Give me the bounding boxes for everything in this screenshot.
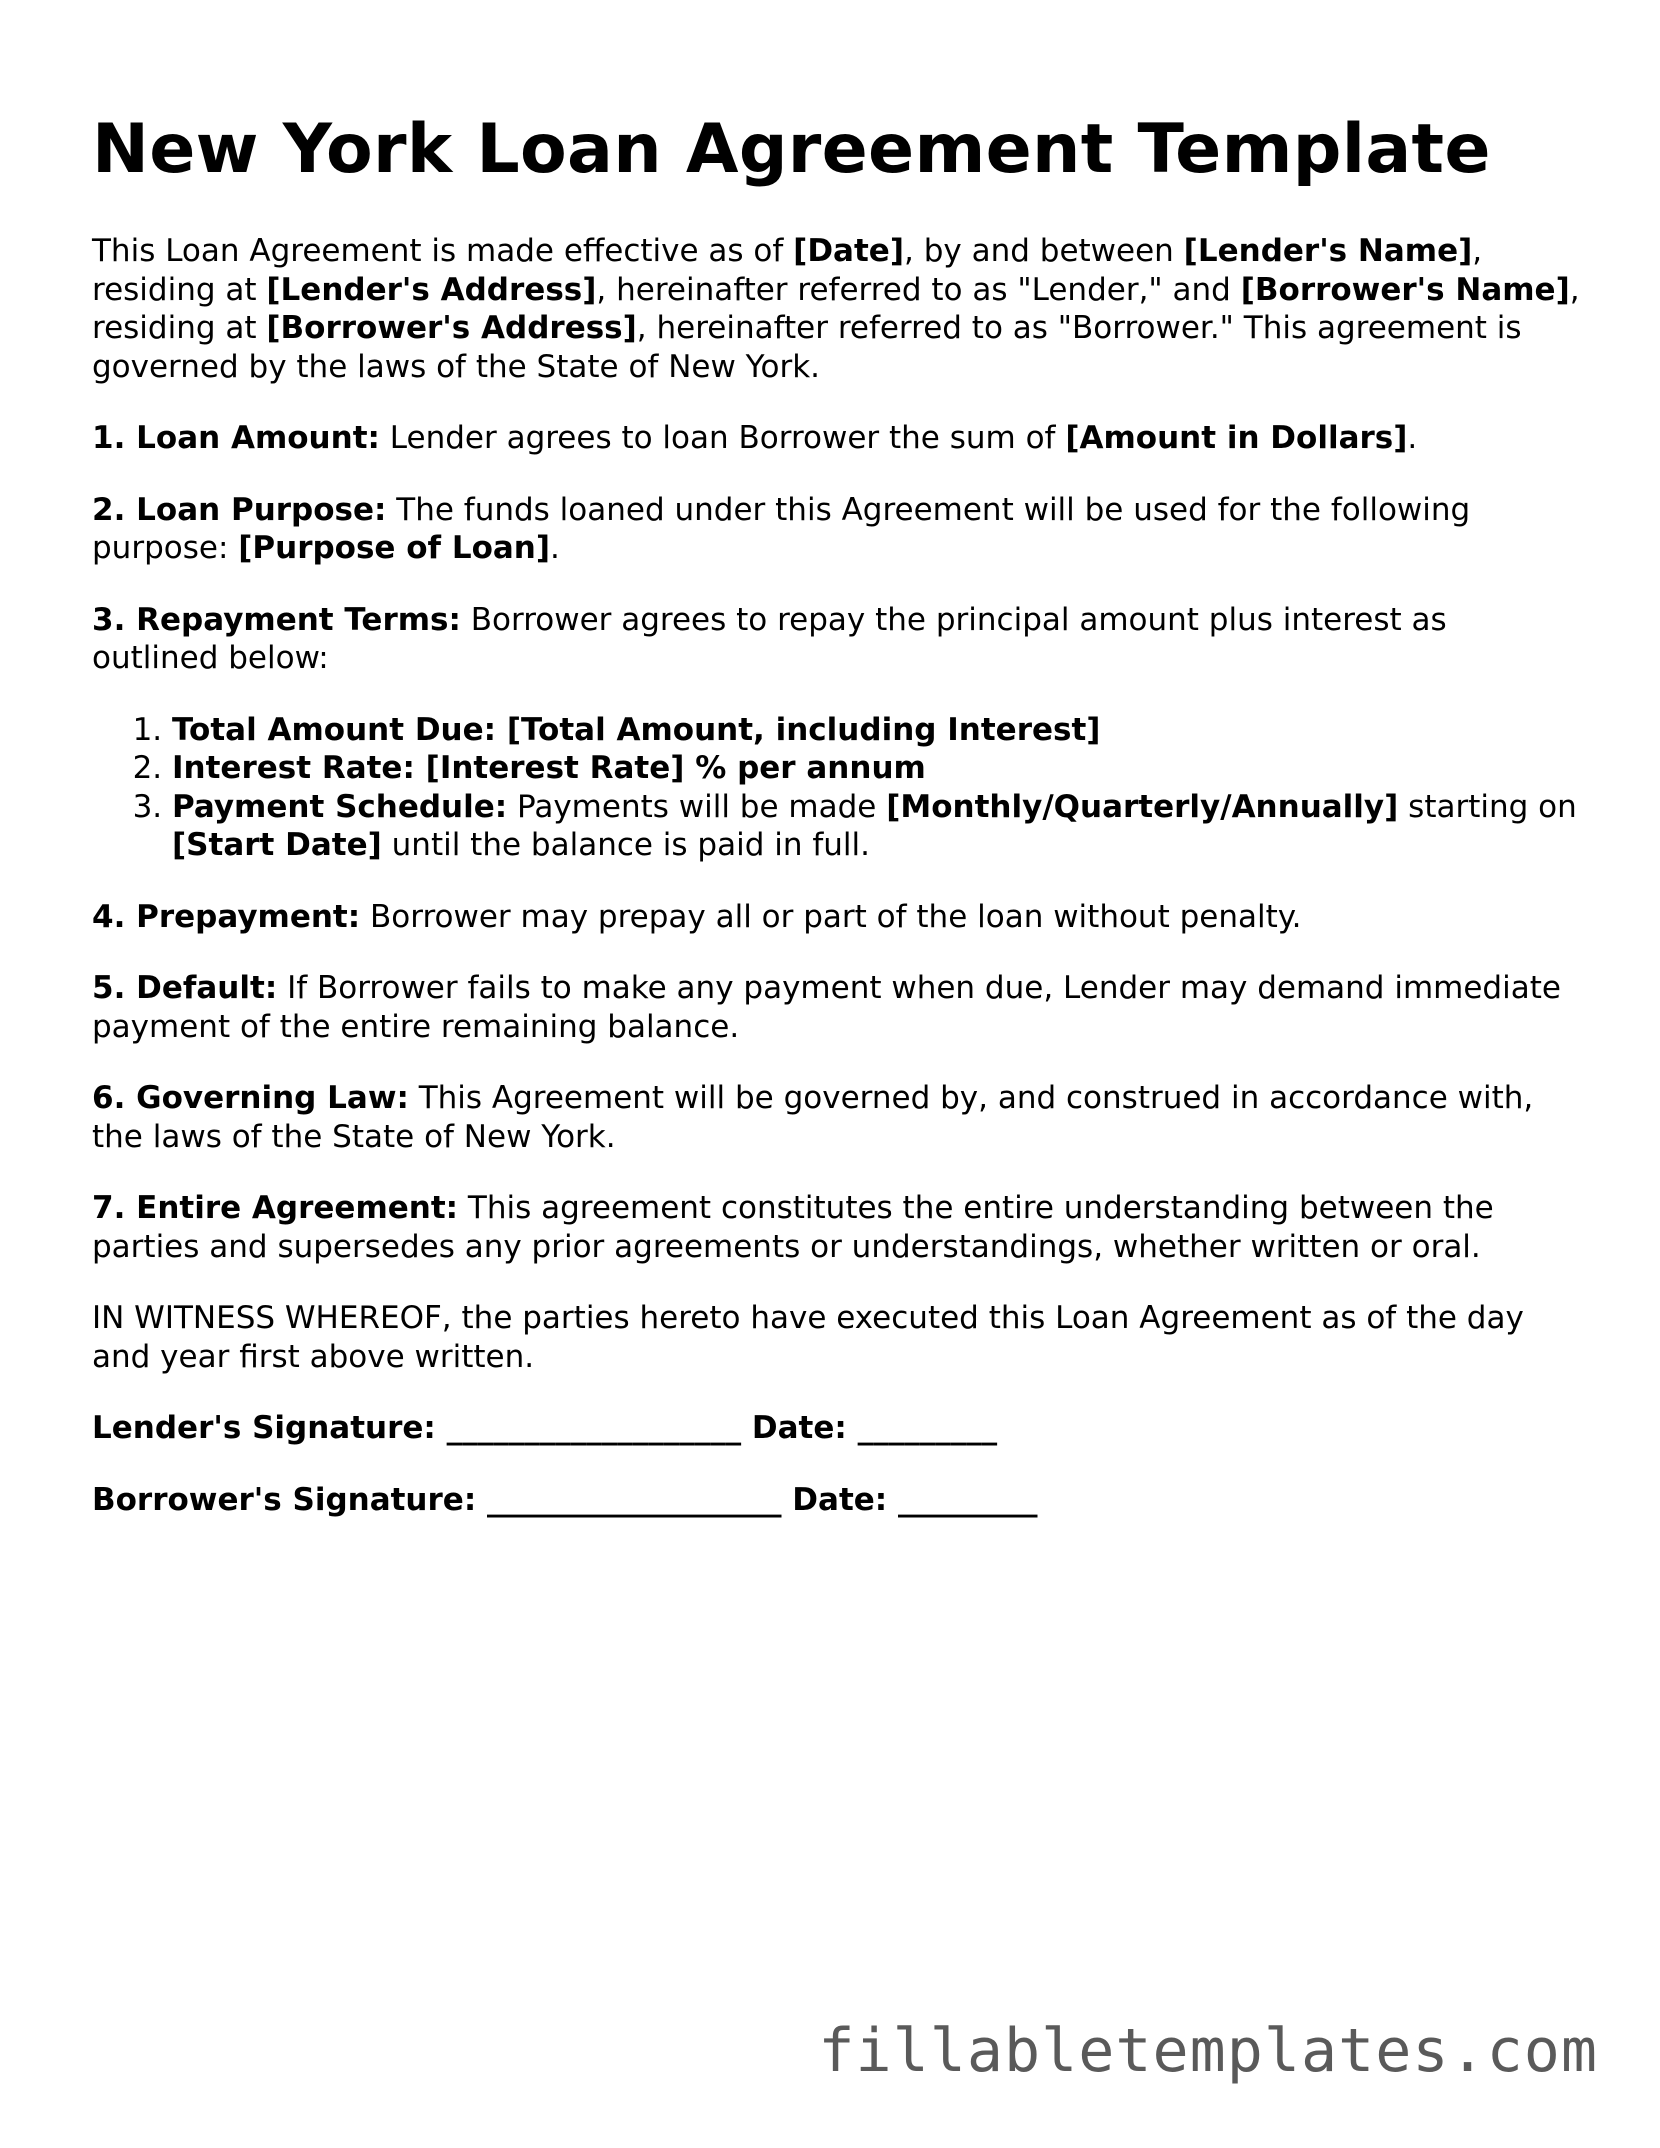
purpose-placeholder: [Purpose of Loan] [238,530,551,566]
section-heading: 7. Entire Agreement: [92,1190,459,1226]
watermark: fillabletemplates.com [818,2016,1598,2086]
section-entire-agreement: 7. Entire Agreement: This agreement constitutes the entire understanding between the parties and supersedes any prior agreements or understandings, whether written or oral. [92,1190,1494,1265]
document-page [92,110,1582,1552]
list-item: 1. Total Amount Due: [Total Amount, including Interest] [172,711,1582,750]
lender-address-placeholder: [Lender's Address] [266,271,597,308]
page-title: New York Loan Agreement Template [92,110,1491,189]
section-loan-purpose: 2. Loan Purpose: The funds loaned under this Agreement will be used for the following purpose: [Purpose of Loan]. [92,491,1471,566]
section-heading: 1. Loan Amount: [92,420,380,456]
list-item: 3. Payment Schedule: Payments will be made [Monthly/Quarterly/Annually] starting on [Start Date] until the balance is paid in full. [172,788,1582,865]
borrower-signature-line[interactable]: Borrower's Signature: ___________________ Date: _________ [92,1481,1038,1518]
list-item: 2. Interest Rate: [Interest Rate] % per annum [172,749,1582,788]
section-heading: 3. Repayment Terms: [92,601,461,638]
lender-signature-line[interactable]: Lender's Signature: ___________________ Date: _________ [92,1410,998,1446]
section-prepayment: 4. Prepayment: Borrower may prepay all or part of the loan without penalty. [92,898,1302,935]
section-heading: 4. Prepayment: [92,898,361,935]
date-placeholder: [Date] [793,233,904,269]
borrower-name-placeholder: [Borrower's Name] [1240,271,1570,308]
section-loan-amount: 1. Loan Amount: Lender agrees to loan Borrower the sum of [Amount in Dollars]. [92,420,1418,456]
borrower-address-placeholder: [Borrower's Address] [266,310,637,346]
witness-paragraph: IN WITNESS WHEREOF, the parties hereto have executed this Loan Agreement as of the day and year first above written. [92,1300,1524,1375]
section-heading: 6. Governing Law: [92,1080,409,1116]
section-governing-law: 6. Governing Law: This Agreement will be governed by, and construed in accordance with, the laws of the State of New York. [92,1080,1534,1155]
section-heading: 2. Loan Purpose: [92,491,387,528]
section-heading: 5. Default: [92,970,278,1006]
section-default: 5. Default: If Borrower fails to make any payment when due, Lender may demand immediate payment of the entire remaining balance. [92,970,1561,1045]
intro-paragraph: This Loan Agreement is made effective as of [Date], by and between [Lender's Name], residing at [Lender's Address], hereinafter referred to as "Lender," and [Borrower's Name], residing at [Borrower's Address], hereinafter referred to as "Borrower." This agreement is governed by the laws of the State of New York. [92,233,1580,385]
repayment-terms-list [92,711,1582,865]
lender-name-placeholder: [Lender's Name] [1183,233,1473,269]
section-repayment-terms: 3. Repayment Terms: Borrower agrees to repay the principal amount plus interest as outlined below: [92,601,1447,676]
amount-placeholder: [Amount in Dollars] [1065,420,1408,456]
